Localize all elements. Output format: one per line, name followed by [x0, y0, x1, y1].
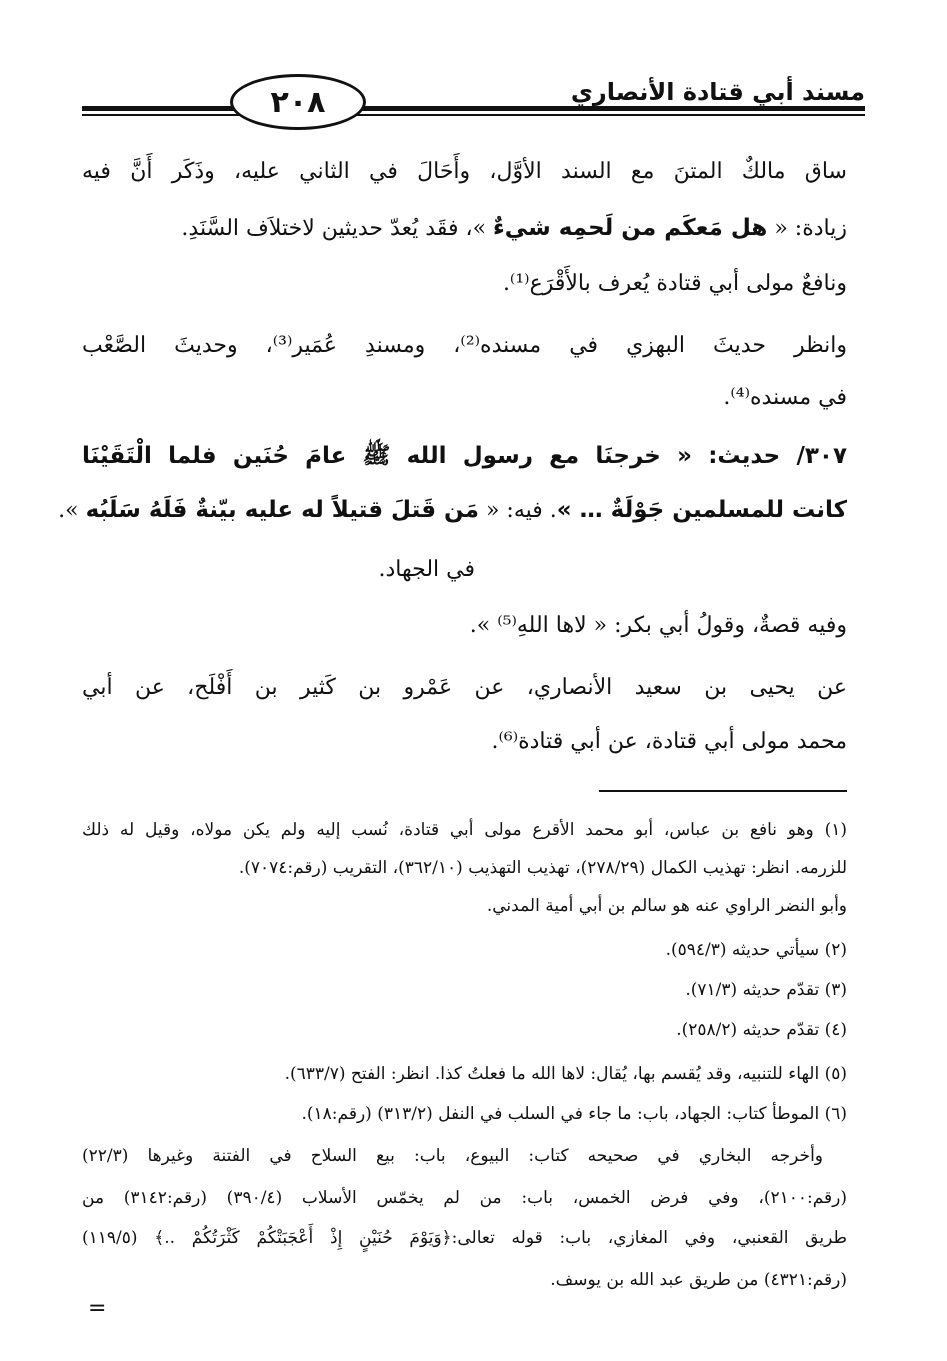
footnote-line: وأبو النضر الراوي عنه هو سالم بن أبي أمية المدني.: [486, 896, 847, 916]
footnote-line: (رقم:٢١٠٠)، وفي فرض الخمس، باب: من لم يخمّس الأسلاب (٣٩٠/٤) (رقم:٣١٤٢) من: [82, 1188, 848, 1208]
continuation-mark: =: [88, 1296, 107, 1321]
quoted-hadith: هل مَعكَم من لَحمِه شيءٌ: [493, 215, 768, 241]
hadith-heading-line: [82, 436, 847, 477]
body-line: ساق مالكٌ المتنَ مع السند الأوَّل، وأَحَالَ في الثاني عليه، وذَكَر أَنَّ فيه: [82, 159, 847, 184]
footnote-divider: [599, 790, 847, 792]
header-rule-thin: [82, 114, 865, 116]
footnote-line: (٦) الموطأ كتاب: الجهاد، باب: ما جاء في السلب في النفل (٣١٣/٢) (رقم:١٨).: [301, 1104, 847, 1124]
page-header: [82, 58, 865, 128]
footnote-line: (٣) تقدّم حديثه (٧١/٣).: [685, 980, 847, 1000]
body-line: في الجهاد.: [378, 557, 475, 582]
footnote-line: وأخرجه البخاري في صحيحه كتاب: البيوع، باب: بيع السلاح في الفتنة وغيرها (٢٢/٣): [82, 1146, 823, 1166]
running-title: مسند أبي قتادة الأنصاري: [570, 78, 865, 106]
header-rule-thick: [82, 106, 865, 111]
hadith-number: ٣٠٧/ حديث:: [691, 443, 847, 469]
body-line: عن يحيى بن سعيد الأنصاري، عن عَمْرو بن كَثير بن أَفْلَح، عن أبي: [82, 675, 847, 700]
footnote-line: (٢) سيأتي حديثه (٥٩٤/٣).: [665, 940, 847, 960]
footnote-line: (٥) الهاء للتنبيه، وقد يُقسم بها، يُقال: لاها الله ما فعلتُ كذا. انظر: الفتح (٦٣٣/٧).: [284, 1064, 847, 1084]
footnote-line: (٤) تقدّم حديثه (٢٥٨/٢).: [676, 1020, 847, 1040]
footnote-line: طريق القعنبي، وفي المغازي، باب: قوله تعالى:﴿وَيَوْمَ حُنَيْنٍ إِذْ أَعْجَبَتْكُمْ كَثْرَتُكُمْ ..﴾ (١١٩/٥): [82, 1228, 847, 1248]
body-line: محمد مولى أبي قتادة، عن أبي قتادة⁽⁶⁾.: [491, 729, 847, 754]
footnote-line: (رقم:٤٣٢١) من طريق عبد الله بن يوسف.: [550, 1270, 847, 1290]
body-line: في مسنده⁽⁴⁾.: [723, 385, 847, 410]
page-number: ٢٠٨: [230, 74, 366, 130]
body-line: زيادة: « هل مَعكَم من لَحمِه شيءٌ »، فقَد يُعدّ حديثين لاختلاَف السَّنَدِ.: [181, 215, 847, 241]
footnote-line: للزرمه. انظر: تهذيب الكمال (٢٧٨/٢٩)، تهذيب التهذيب (٣٦٢/١٠)، التقريب (رقم:٧٠٧٤).: [238, 858, 847, 878]
hadith-text: « خرجنَا مع رسول الله ﷺ عامَ حُنَين فلما الْتَقَيْنَا: [82, 443, 692, 469]
body-line: وفيه قصةٌ، وقولُ أبي بكر: « لاها اللهِ⁽⁵⁾ ».: [469, 613, 847, 638]
hadith-heading-line: كانت للمسلمين جَوْلَةٌ … ». فيه: « مَن قَتلَ قتيلاً له عليه بيّنةٌ فَلَهُ سَلَبُه ».: [58, 497, 847, 523]
body-line: ونافعٌ مولى أبي قتادة يُعرف بالأَقْرَع⁽¹⁾.: [502, 271, 847, 296]
footnote-line: (١) وهو نافع بن عباس، أبو محمد الأقرع مولى أبي قتادة، نُسب إليه ولم يكن مولاه، وقيل له ذلك: [82, 820, 847, 840]
body-line: وانظر حديثَ البهزي في مسنده⁽²⁾، ومسندِ عُمَير⁽³⁾، وحديثَ الصَّعْب: [82, 333, 847, 358]
